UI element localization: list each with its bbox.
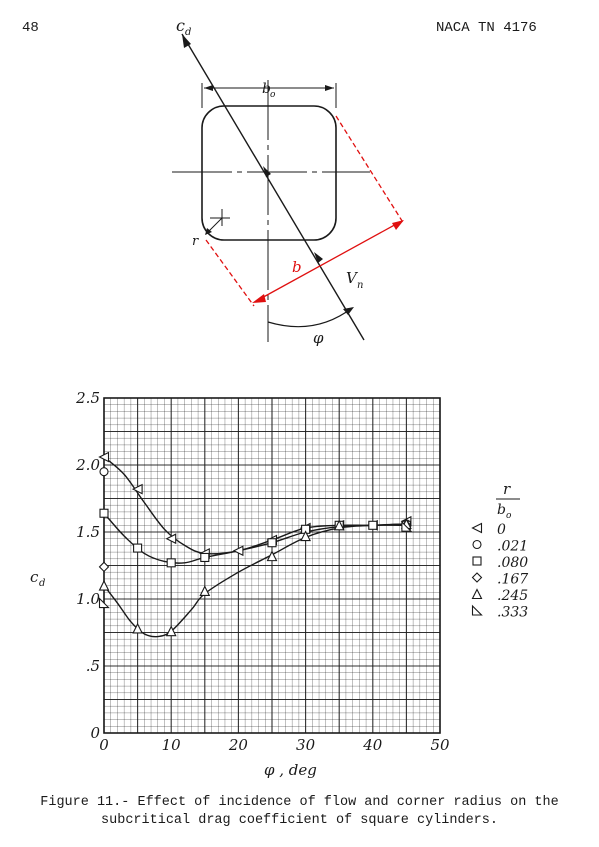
page-number: 48 [22,20,39,36]
x-tick-label: 30 [296,736,316,754]
b-extension-left [206,240,254,306]
legend-marker [473,557,481,565]
x-tick-label: 10 [161,736,181,754]
legend-label: .245 [497,588,529,604]
b-extension-right [336,116,404,224]
legend-marker [473,573,482,582]
vn-label: V [346,269,357,287]
bo-label: b [262,81,271,97]
vn-subscript: n [357,280,364,291]
cd-label: c [176,16,185,35]
legend-marker [473,541,481,549]
y-tick-label: 0 [90,724,100,742]
y-tick-label: 1.0 [76,590,100,608]
legend-label: .021 [497,538,529,555]
x-tick-label: 20 [228,736,248,754]
caption-line-2: subcritical drag coefficient of square cylinders. [101,813,498,828]
bo-subscript: o [270,90,276,100]
b-dimension-line [252,220,404,303]
legend-title-denominator: b [497,502,506,518]
b-arrow-right [392,220,404,230]
caption-line-1: Figure 11.- Effect of incidence of flow and corner radius on the [40,795,559,810]
legend-marker [473,606,482,615]
data-point [100,468,108,476]
cd-subscript: d [185,27,192,38]
cylinder-diagram [172,34,370,342]
fitted-curves [104,457,406,637]
phi-arc [268,308,352,327]
figure-caption [0,794,599,830]
legend-label: .080 [497,555,529,571]
data-point [100,562,109,571]
b-arrow-left [252,294,266,303]
legend-label: .333 [497,604,529,621]
data-markers [100,452,411,635]
report-id: NACA TN 4176 [436,20,537,36]
fitted-curve [104,524,406,637]
bo-arrow-right [325,85,334,91]
x-tick-label: 50 [430,736,450,754]
x-axis-label: φ , deg [264,761,317,779]
chart-grid [104,398,440,733]
legend-label: .167 [497,571,529,588]
b-label: b [292,258,302,276]
phi-label: φ [313,329,324,347]
fitted-curve [104,513,406,563]
data-point [134,544,142,552]
x-tick-label: 40 [363,736,383,754]
x-tick-label: 0 [99,736,109,754]
legend-title-denominator-subscript: o [506,511,512,521]
y-tick-label: 2.0 [76,456,100,474]
legend-label: 0 [497,522,506,538]
legend-marker [473,524,482,533]
data-point [268,539,276,547]
y-axis-label-subscript: d [39,578,46,589]
data-point [369,521,377,529]
legend-marker [473,590,482,599]
data-point [201,553,209,561]
b-dimension [206,116,404,306]
cd-vs-phi-chart [30,389,528,779]
chart-legend [473,480,529,621]
y-tick-label: 2.5 [76,389,100,407]
y-tick-label: .5 [85,657,100,675]
data-point [167,559,175,567]
legend-title: r [503,480,511,498]
r-label: r [192,234,199,249]
bo-arrow-left [204,85,213,91]
y-tick-label: 1.5 [76,523,100,541]
data-point [100,509,108,517]
y-axis-label: c [30,568,39,586]
